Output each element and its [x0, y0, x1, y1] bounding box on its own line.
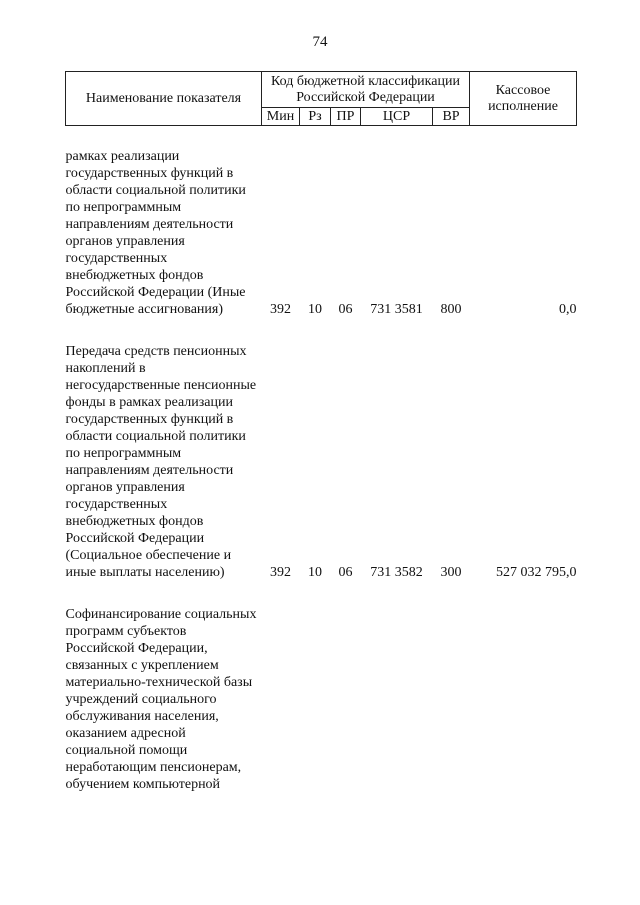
header-min: Мин: [262, 108, 300, 126]
row-min: [262, 606, 300, 793]
row-description: Софинансирование социальных программ субъектов Российской Федерации, связанных с укреплением материально-технической базы учреждений социального обслуживания населения, оказанием адресной социальной помощи неработающим пенсионерам, обучением компьютерной: [65, 607, 257, 792]
row-pr: [331, 606, 361, 793]
header-budget-classification-code: Код бюджетной классификации Российской Федерации: [262, 72, 470, 108]
row-pr: 06: [338, 302, 353, 317]
row-description: рамках реализации государственных функций в области социальной политики по непрограммным направлениям деятельности органов управления государственных внебюджетных фондов Российской Федерации (Иные бюджетные ассигнования): [65, 149, 246, 317]
header-csr: ЦСР: [361, 108, 433, 126]
row-amount: 0,0: [559, 302, 577, 317]
header-rz: Рз: [300, 108, 331, 126]
table-row: [66, 606, 577, 793]
row-min: 392: [270, 565, 291, 580]
row-csr: 731 3582: [370, 565, 423, 580]
row-rz: 10: [308, 302, 322, 317]
row-csr: 731 3581: [370, 302, 423, 317]
page-number: 74: [312, 34, 328, 50]
row-vr: 300: [440, 565, 462, 580]
row-pr: 06: [338, 565, 353, 580]
table-row: [66, 343, 577, 581]
table-row: [66, 148, 577, 318]
row-amount: [470, 606, 577, 793]
header-pr: ПР: [331, 108, 361, 126]
header-indicator-name: Наименование показателя: [66, 72, 262, 126]
row-rz: [300, 606, 331, 793]
header-vr: ВР: [433, 108, 470, 126]
budget-table: [65, 71, 577, 793]
row-description: Передача средств пенсионных накоплений в негосударственные пенсионные фонды в рамках реализации государственных функций в области социальной политики по непрограммным направлениям деятельности органов управления государственных внебюджетных фондов Российской Федерации (Социальное обеспечение и иные выплаты населению): [65, 344, 257, 580]
row-vr: [433, 606, 470, 793]
row-vr: 800: [440, 302, 462, 317]
row-csr: [361, 606, 433, 793]
row-min: 392: [270, 302, 291, 317]
row-amount: 527 032 795,0: [496, 565, 577, 580]
row-rz: 10: [308, 565, 322, 580]
header-cash-execution: Кассовое исполнение: [470, 72, 577, 126]
